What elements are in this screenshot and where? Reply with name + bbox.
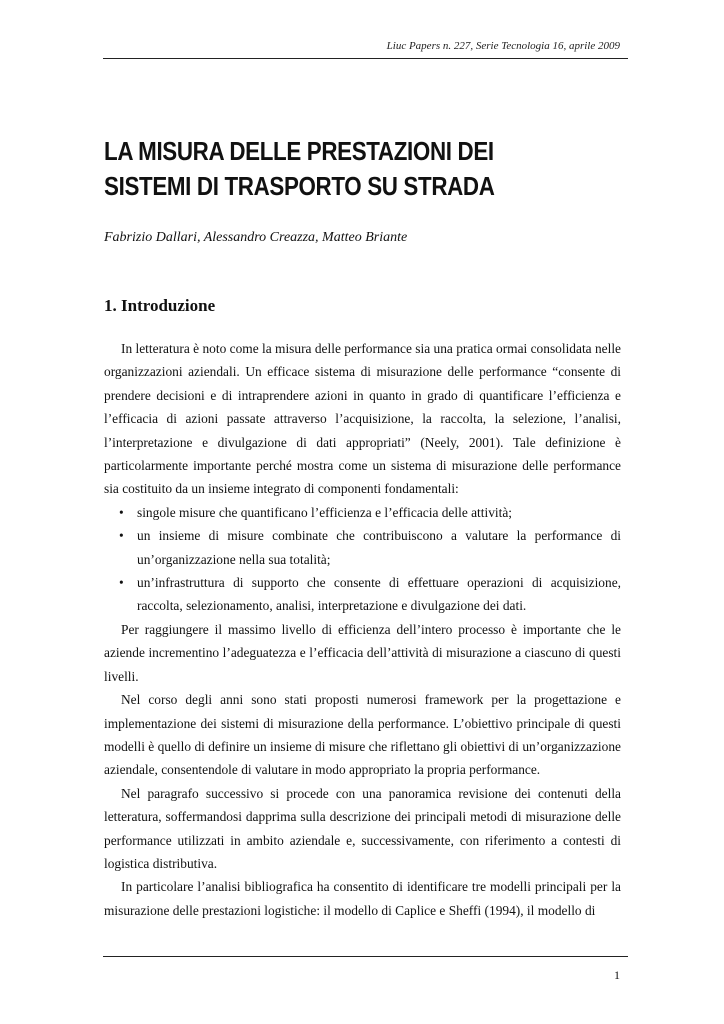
author-list: Fabrizio Dallari, Alessandro Creazza, Matteo Briante: [104, 230, 408, 245]
paragraph: Nel corso degli anni sono stati proposti numerosi framework per la progettazione e implementazione dei sistemi di misurazione della performance. L’obiettivo principale di questi modelli è quello di definire un insieme di misure che riflettano gli obiettivi di un’organizzazione aziendale, consentendole di valutare in modo appropriato la propria performance.: [104, 692, 621, 778]
running-header: Liuc Papers n. 227, Serie Tecnologia 16, aprile 2009: [386, 40, 620, 52]
footer-rule: [103, 956, 628, 957]
title-line-2: SISTEMI DI TRASPORTO SU STRADA: [104, 171, 495, 201]
bullet-list: [104, 501, 621, 618]
list-item: [104, 524, 621, 571]
list-item-text: un’infrastruttura di supporto che consente di effettuare operazioni di acquisizione, raccolta, selezionamento, analisi, interpretazione e divulgazione dei dati.: [137, 575, 621, 614]
list-item: [104, 501, 621, 524]
paragraph: In particolare l’analisi bibliografica ha consentito di identificare tre modelli principali per la misurazione delle prestazioni logistiche: il modello di Caplice e Sheffi (1994), il modello di: [104, 879, 621, 918]
paper-title: [104, 134, 568, 204]
bullet-icon: •: [119, 504, 124, 520]
list-item: [104, 571, 621, 618]
header-rule: [103, 58, 628, 59]
paragraph: Per raggiungere il massimo livello di efficienza dell’intero processo è importante che le aziende incrementino l’adeguatezza e l’efficacia dell’attività di misurazione a ciascuno di questi livelli.: [104, 621, 621, 684]
paragraph: Nel paragrafo successivo si procede con una panoramica revisione dei contenuti della letteratura, soffermandosi dapprima sulla descrizione dei principali metodi di misurazione delle performance utilizzati in ambito aziendale e, successivamente, con riferimento a contesti di logistica distributiva.: [104, 785, 621, 871]
paragraph: In letteratura è noto come la misura delle performance sia una pratica ormai consolidata nelle organizzazioni aziendali. Un efficace sistema di misurazione delle performance “consente di prendere decisioni e di intraprendere azioni in quanto in grado di quantificare l’efficienza e l’efficacia di azioni passate attraverso l’acquisizione, la raccolta, la selezione, l’analisi, l’interpretazione e divulgazione di dati appropriati” (Neely, 2001). Tale definizione è particolarmente importante perché mostra come un sistema di misurazione delle performance sia costituito da un insieme integrato di componenti fondamentali:: [104, 341, 621, 497]
bullet-icon: •: [119, 528, 124, 544]
bullet-icon: •: [119, 575, 124, 591]
body-text: [104, 337, 621, 922]
title-line-1: LA MISURA DELLE PRESTAZIONI DEI: [104, 136, 494, 166]
section-heading: 1. Introduzione: [104, 296, 216, 315]
list-item-text: singole misure che quantificano l’efficienza e l’efficacia delle attività;: [137, 504, 513, 520]
page-number: 1: [614, 968, 620, 982]
list-item-text: un insieme di misure combinate che contribuiscono a valutare la performance di un’organizzazione nella sua totalità;: [137, 528, 621, 567]
